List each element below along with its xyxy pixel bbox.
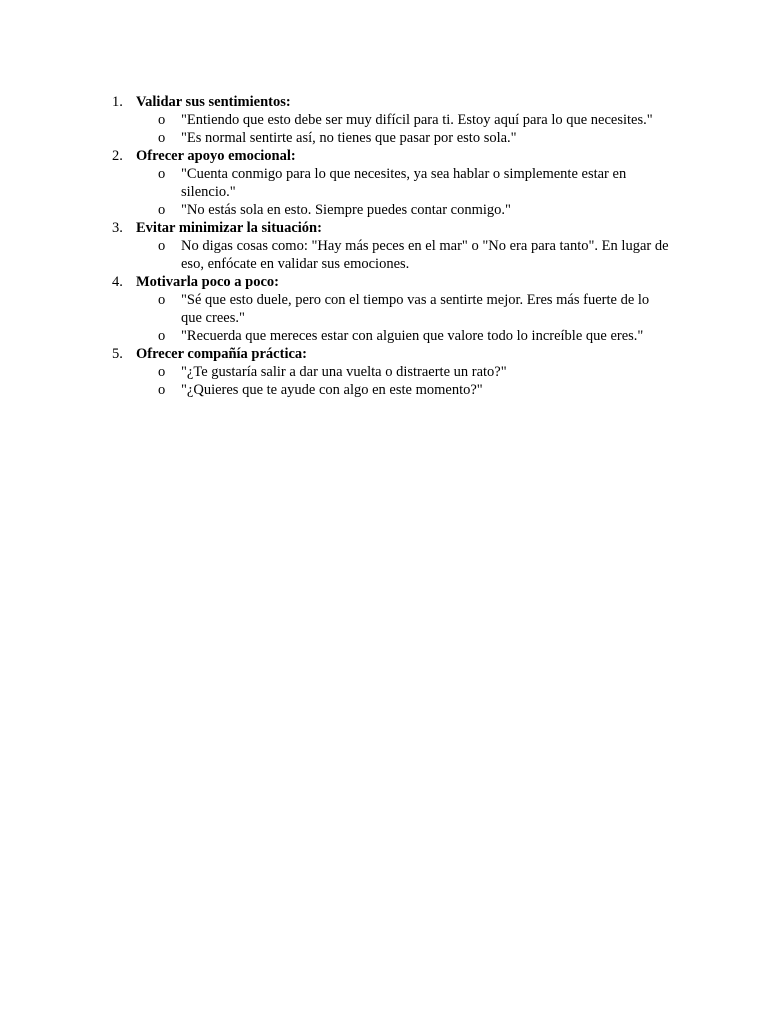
sub-item-text: "¿Te gustaría salir a dar una vuelta o distraerte un rato?" <box>181 364 507 380</box>
item-number: 3. <box>112 220 123 236</box>
list-item <box>0 273 768 345</box>
sub-list <box>136 363 768 399</box>
sub-list-item <box>136 111 671 129</box>
item-title: Ofrecer compañía práctica: <box>136 346 307 362</box>
sub-list-item <box>136 129 671 147</box>
list-item <box>0 345 768 399</box>
sub-list-item <box>136 291 671 327</box>
sub-item-text: "No estás sola en esto. Siempre puedes contar conmigo." <box>181 202 511 218</box>
sub-item-text: "Cuenta conmigo para lo que necesites, ya sea hablar o simplemente estar en silencio." <box>181 166 627 200</box>
sub-item-text: "Sé que esto duele, pero con el tiempo vas a sentirte mejor. Eres más fuerte de lo que crees." <box>181 292 650 326</box>
sub-item-text: "Recuerda que mereces estar con alguien que valore todo lo increíble que eres." <box>181 328 644 344</box>
circle-bullet-icon: o <box>158 112 166 128</box>
sub-item-text: "Entiendo que esto debe ser muy difícil para ti. Estoy aquí para lo que necesites." <box>181 112 653 128</box>
circle-bullet-icon: o <box>158 382 166 398</box>
sub-list <box>136 237 768 273</box>
list-item <box>0 147 768 219</box>
sub-list <box>136 291 768 345</box>
sub-list-item <box>136 363 671 381</box>
item-number: 4. <box>112 274 123 290</box>
item-number: 2. <box>112 148 123 164</box>
item-title: Ofrecer apoyo emocional: <box>136 148 296 164</box>
circle-bullet-icon: o <box>158 166 166 182</box>
numbered-list <box>0 93 768 399</box>
item-title: Evitar minimizar la situación: <box>136 220 322 236</box>
sub-list-item <box>136 327 671 345</box>
list-item <box>0 219 768 273</box>
circle-bullet-icon: o <box>158 364 166 380</box>
item-title: Motivarla poco a poco: <box>136 274 279 290</box>
sub-list-item <box>136 381 671 399</box>
circle-bullet-icon: o <box>158 202 166 218</box>
circle-bullet-icon: o <box>158 130 166 146</box>
item-number: 5. <box>112 346 123 362</box>
sub-item-text: No digas cosas como: "Hay más peces en el mar" o "No era para tanto". En lugar de eso, enfócate en validar sus emociones. <box>181 238 669 272</box>
item-title: Validar sus sentimientos: <box>136 94 291 110</box>
sub-list-item <box>136 201 671 219</box>
circle-bullet-icon: o <box>158 328 166 344</box>
sub-item-text: "Es normal sentirte así, no tienes que pasar por esto sola." <box>181 130 517 146</box>
sub-list-item <box>136 237 671 273</box>
item-number: 1. <box>112 94 123 110</box>
list-item <box>0 93 768 147</box>
sub-list-item <box>136 165 671 201</box>
circle-bullet-icon: o <box>158 292 166 308</box>
sub-item-text: "¿Quieres que te ayude con algo en este momento?" <box>181 382 483 398</box>
circle-bullet-icon: o <box>158 238 166 254</box>
sub-list <box>136 111 768 147</box>
sub-list <box>136 165 768 219</box>
